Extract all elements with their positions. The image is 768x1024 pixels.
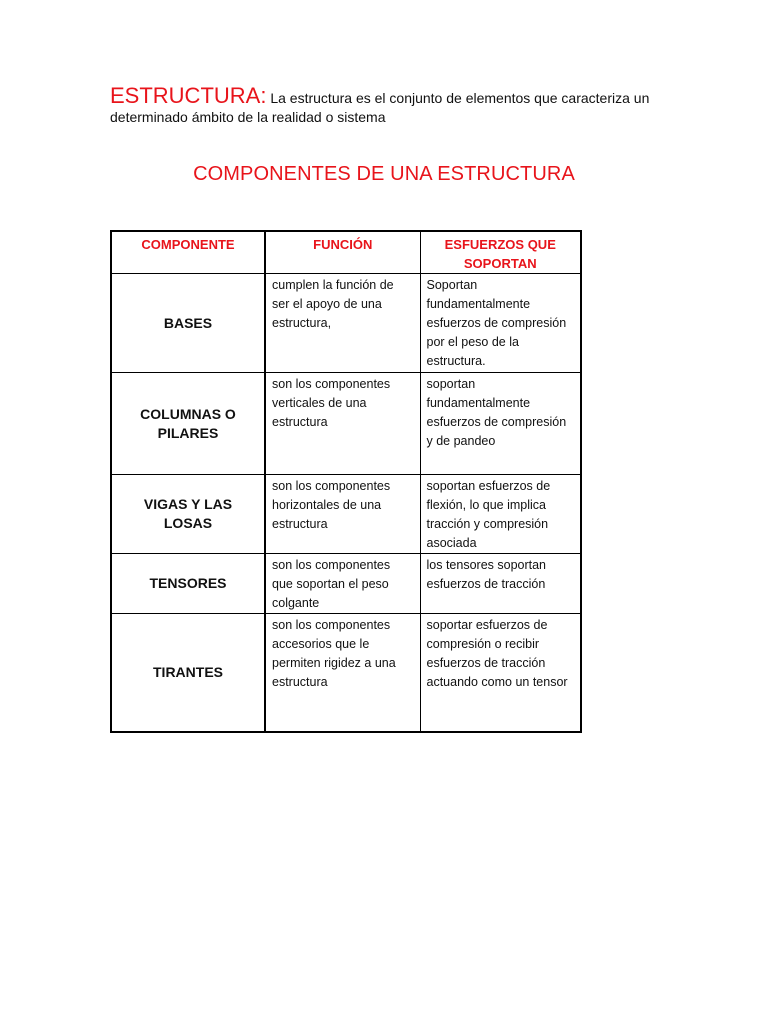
definition-term: ESTRUCTURA: <box>110 83 267 108</box>
component-stresses: los tensores soportan esfuerzos de tracción <box>420 554 581 614</box>
component-function: cumplen la función de ser el apoyo de una estructura, <box>265 274 420 373</box>
component-function: son los componentes verticales de una estructura <box>265 373 420 475</box>
component-function: son los componentes horizontales de una estructura <box>265 475 420 554</box>
section-title: COMPONENTES DE UNA ESTRUCTURA <box>193 163 575 185</box>
component-name: TENSORES <box>111 554 265 614</box>
table-row <box>111 554 581 614</box>
component-stresses: soportar esfuerzos de compresión o recibir esfuerzos de tracción actuando como un tensor <box>420 614 581 733</box>
header-stresses: ESFUERZOS QUE SOPORTAN <box>420 231 581 274</box>
component-name: VIGAS Y LAS LOSAS <box>111 475 265 554</box>
component-name: TIRANTES <box>111 614 265 733</box>
components-table <box>110 230 582 733</box>
table-row <box>111 274 581 373</box>
component-stresses: soportan esfuerzos de flexión, lo que implica tracción y compresión asociada <box>420 475 581 554</box>
component-stresses: soportan fundamentalmente esfuerzos de compresión y de pandeo <box>420 373 581 475</box>
header-component: COMPONENTE <box>111 231 265 274</box>
component-name: BASES <box>111 274 265 373</box>
table-row <box>111 475 581 554</box>
definition-paragraph <box>110 84 670 127</box>
table-row <box>111 373 581 475</box>
component-stresses: Soportan fundamentalmente esfuerzos de compresión por el peso de la estructura. <box>420 274 581 373</box>
component-function: son los componentes accesorios que le permiten rigidez a una estructura <box>265 614 420 733</box>
header-function: FUNCIÓN <box>265 231 420 274</box>
component-name: COLUMNAS O PILARES <box>111 373 265 475</box>
component-function: son los componentes que soportan el peso colgante <box>265 554 420 614</box>
table-header-row <box>111 231 581 274</box>
definition-text: La estructura es el conjunto de elementos que caracteriza un determinado ámbito de la realidad o sistema <box>110 90 650 125</box>
table-row <box>111 614 581 733</box>
